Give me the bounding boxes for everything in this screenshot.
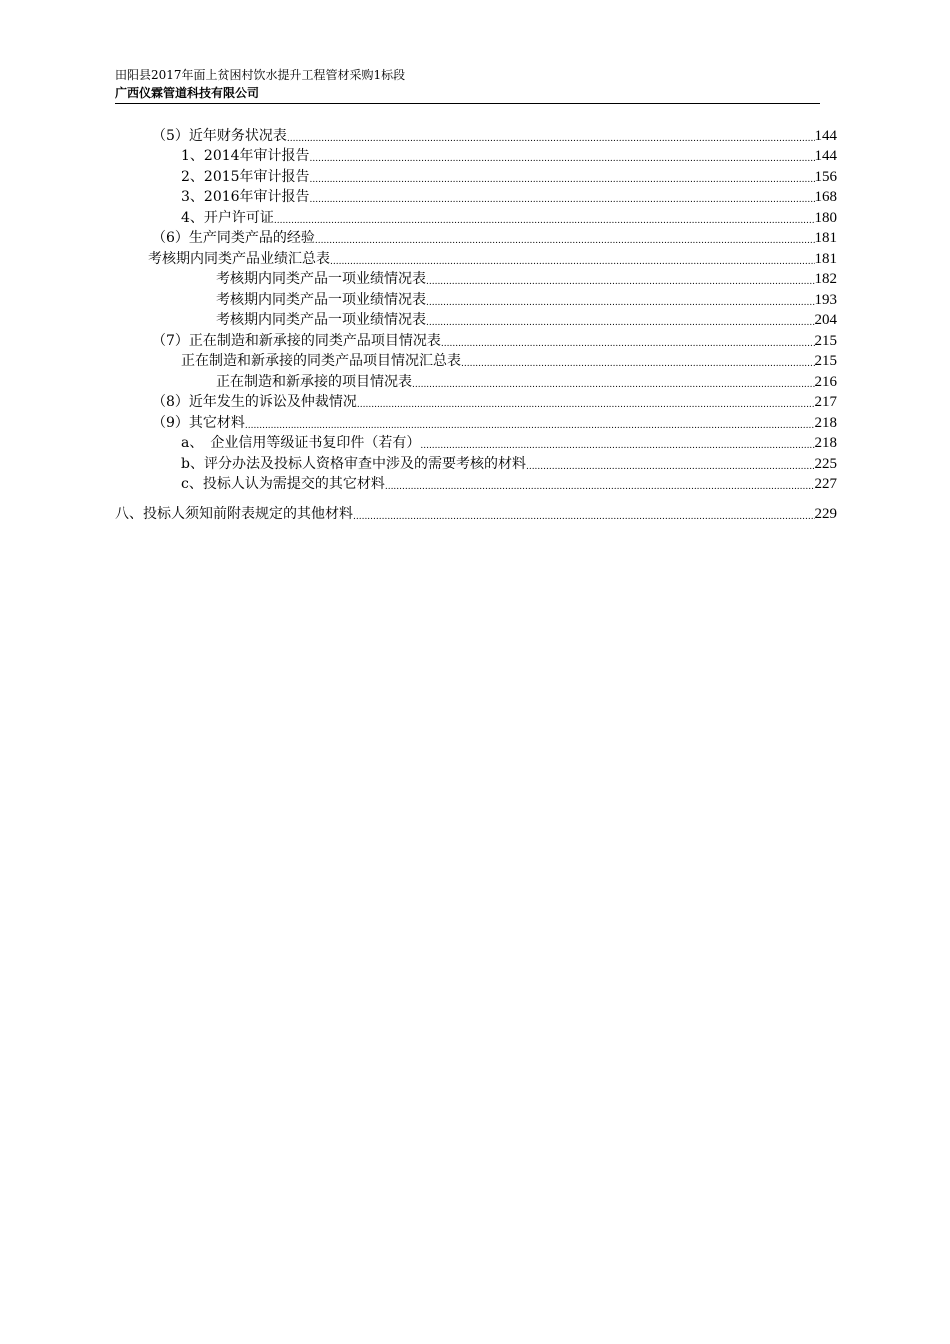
toc-dot-leader <box>526 454 815 474</box>
toc-dot-leader <box>353 504 815 524</box>
toc-entry[interactable] <box>181 474 837 494</box>
company-name: 广西仪霖管道科技有限公司 <box>115 86 260 100</box>
toc-entry[interactable] <box>152 413 837 433</box>
toc-dot-leader <box>461 351 815 371</box>
toc-page-number: 181 <box>814 251 837 267</box>
toc-dot-leader <box>287 126 815 146</box>
toc-entry-label: 考核期内同类产品一项业绩情况表 <box>216 271 426 287</box>
toc-entry[interactable] <box>148 249 837 269</box>
toc-page-number: 218 <box>814 415 837 431</box>
toc-dot-leader <box>245 413 815 433</box>
toc-entry-label: 正在制造和新承接的同类产品项目情况汇总表 <box>181 353 461 369</box>
toc-entry[interactable] <box>181 351 837 371</box>
toc-entry[interactable] <box>115 504 837 524</box>
toc-dot-leader <box>420 433 814 453</box>
toc-page-number: 227 <box>814 476 837 492</box>
toc-entry[interactable] <box>216 310 837 330</box>
toc-entry[interactable] <box>181 208 837 228</box>
document-title: 田阳县2017年面上贫困村饮水提升工程管材采购1标段 <box>115 68 406 82</box>
toc-entry-label: （8）近年发生的诉讼及仲裁情况 <box>152 394 357 410</box>
toc-entry[interactable] <box>216 372 837 392</box>
toc-entry-label: 1、2014年审计报告 <box>181 148 310 164</box>
toc-entry[interactable] <box>152 331 837 351</box>
toc-page-number: 156 <box>814 169 837 185</box>
toc-page-number: 180 <box>814 210 837 226</box>
toc-dot-leader <box>412 372 815 392</box>
toc-entry[interactable] <box>181 454 837 474</box>
toc-entry-label: a、 企业信用等级证书复印件（若有） <box>181 435 421 451</box>
toc-entry-label: （5）近年财务状况表 <box>152 128 287 144</box>
toc-dot-leader <box>315 228 815 248</box>
toc-entry-label: 考核期内同类产品业绩汇总表 <box>148 251 330 267</box>
toc-entry-label: 4、开户许可证 <box>181 210 274 226</box>
toc-entry[interactable] <box>152 392 837 412</box>
toc-entry-label: 考核期内同类产品一项业绩情况表 <box>216 312 426 328</box>
toc-entry-label: 2、2015年审计报告 <box>181 169 310 185</box>
toc-page-number: 229 <box>814 506 837 522</box>
toc-page-number: 144 <box>814 148 837 164</box>
toc-entry-label: 正在制造和新承接的项目情况表 <box>216 374 412 390</box>
toc-entry[interactable] <box>181 433 837 453</box>
toc-page-number: 193 <box>814 292 837 308</box>
toc-page-number: 182 <box>814 271 837 287</box>
toc-page-number: 217 <box>814 394 837 410</box>
toc-entry[interactable] <box>181 146 837 166</box>
toc-dot-leader <box>426 290 815 310</box>
toc-entry-label: （9）其它材料 <box>152 415 245 431</box>
toc-page-number: 218 <box>814 435 837 451</box>
page-header <box>115 66 820 104</box>
toc-entry-label: 3、2016年审计报告 <box>181 189 310 205</box>
toc-dot-leader <box>330 249 815 269</box>
toc-dot-leader <box>357 392 815 412</box>
toc-entry[interactable] <box>216 290 837 310</box>
toc-dot-leader <box>426 269 815 289</box>
toc-dot-leader <box>441 331 815 351</box>
toc-entry[interactable] <box>181 187 837 207</box>
toc-page-number: 215 <box>814 353 837 369</box>
toc-dot-leader <box>310 187 815 207</box>
toc-dot-leader <box>274 208 815 228</box>
toc-entry[interactable] <box>216 269 837 289</box>
toc-page-number: 144 <box>814 128 837 144</box>
toc-entry-label: （6）生产同类产品的经验 <box>152 230 315 246</box>
toc-entry[interactable] <box>152 228 837 248</box>
toc-dot-leader <box>310 146 815 166</box>
toc-entry-label: （7）正在制造和新承接的同类产品项目情况表 <box>152 333 441 349</box>
toc-page-number: 181 <box>814 230 837 246</box>
toc-page-number: 225 <box>814 456 837 472</box>
toc-page-number: 216 <box>814 374 837 390</box>
toc-entry-label: c、投标人认为需提交的其它材料 <box>181 476 385 492</box>
toc-dot-leader <box>426 310 815 330</box>
toc-dot-leader <box>310 167 815 187</box>
toc-page-number: 168 <box>814 189 837 205</box>
toc-page-number: 215 <box>814 333 837 349</box>
toc-entry-label: 考核期内同类产品一项业绩情况表 <box>216 292 426 308</box>
toc-entry[interactable] <box>152 126 837 146</box>
toc-dot-leader <box>385 474 815 494</box>
toc-entry[interactable] <box>181 167 837 187</box>
toc-entry-label: 八、投标人须知前附表规定的其他材料 <box>115 506 353 522</box>
toc-entry-label: b、评分办法及投标人资格审查中涉及的需要考核的材料 <box>181 456 526 472</box>
toc-page-number: 204 <box>814 312 837 328</box>
